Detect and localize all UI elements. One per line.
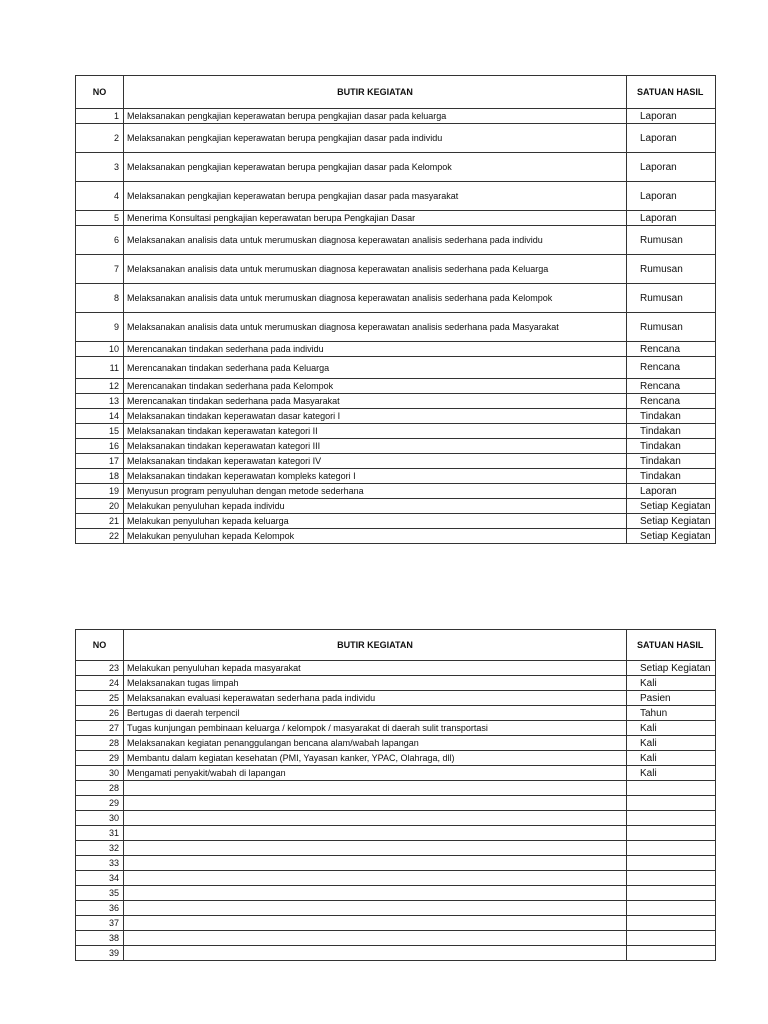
butir-kegiatan-cell: Melaksanakan pengkajian keperawatan berupa pengkajian dasar pada keluarga xyxy=(124,109,627,124)
row-number: 16 xyxy=(76,439,124,454)
table-row xyxy=(76,796,716,811)
row-number: 20 xyxy=(76,499,124,514)
table-row xyxy=(76,661,716,676)
butir-kegiatan-cell: Melaksanakan evaluasi keperawatan sederhana pada individu xyxy=(124,691,627,706)
row-number: 7 xyxy=(76,255,124,284)
satuan-hasil-cell: Rumusan xyxy=(627,313,716,342)
butir-kegiatan-cell: Melaksanakan tugas limpah xyxy=(124,676,627,691)
table-row xyxy=(76,931,716,946)
table-row xyxy=(76,313,716,342)
row-number: 15 xyxy=(76,424,124,439)
table-row xyxy=(76,394,716,409)
header-no: NO xyxy=(76,76,124,109)
row-number: 6 xyxy=(76,226,124,255)
satuan-hasil-cell: Rencana xyxy=(627,394,716,409)
butir-kegiatan-cell: Melakukan penyuluhan kepada Kelompok xyxy=(124,529,627,544)
row-number: 19 xyxy=(76,484,124,499)
butir-kegiatan-cell xyxy=(124,871,627,886)
table-row xyxy=(76,901,716,916)
table-row xyxy=(76,841,716,856)
table-row xyxy=(76,454,716,469)
table-row xyxy=(76,916,716,931)
butir-kegiatan-cell: Melaksanakan tindakan keperawatan kategori III xyxy=(124,439,627,454)
butir-kegiatan-cell: Menerima Konsultasi pengkajian keperawatan berupa Pengkajian Dasar xyxy=(124,211,627,226)
row-number: 10 xyxy=(76,342,124,357)
satuan-hasil-cell: Kali xyxy=(627,676,716,691)
table-header-row xyxy=(76,76,716,109)
satuan-hasil-cell: Kali xyxy=(627,766,716,781)
row-number: 22 xyxy=(76,529,124,544)
row-number: 5 xyxy=(76,211,124,226)
table-row xyxy=(76,691,716,706)
table-row xyxy=(76,811,716,826)
row-number: 8 xyxy=(76,284,124,313)
satuan-hasil-cell xyxy=(627,931,716,946)
row-number: 14 xyxy=(76,409,124,424)
row-number: 9 xyxy=(76,313,124,342)
butir-kegiatan-cell: Melaksanakan analisis data untuk merumuskan diagnosa keperawatan analisis sederhana pada Kelompok xyxy=(124,284,627,313)
satuan-hasil-cell: Rumusan xyxy=(627,284,716,313)
table-body xyxy=(76,109,716,544)
butir-kegiatan-cell: Melaksanakan kegiatan penanggulangan bencana alam/wabah lapangan xyxy=(124,736,627,751)
satuan-hasil-cell: Setiap Kegiatan xyxy=(627,514,716,529)
activity-table-2 xyxy=(75,629,716,961)
table-row xyxy=(76,255,716,284)
satuan-hasil-cell: Setiap Kegiatan xyxy=(627,529,716,544)
butir-kegiatan-cell: Melaksanakan pengkajian keperawatan berupa pengkajian dasar pada Kelompok xyxy=(124,153,627,182)
row-number: 25 xyxy=(76,691,124,706)
butir-kegiatan-cell xyxy=(124,781,627,796)
butir-kegiatan-cell: Merencanakan tindakan sederhana pada Masyarakat xyxy=(124,394,627,409)
butir-kegiatan-cell: Melaksanakan pengkajian keperawatan berupa pengkajian dasar pada masyarakat xyxy=(124,182,627,211)
row-number: 21 xyxy=(76,514,124,529)
table-row xyxy=(76,424,716,439)
butir-kegiatan-cell xyxy=(124,931,627,946)
row-number: 26 xyxy=(76,706,124,721)
satuan-hasil-cell: Setiap Kegiatan xyxy=(627,499,716,514)
table-row xyxy=(76,409,716,424)
header-butir-kegiatan: BUTIR KEGIATAN xyxy=(124,76,627,109)
row-number: 11 xyxy=(76,357,124,379)
row-number: 17 xyxy=(76,454,124,469)
row-number: 24 xyxy=(76,676,124,691)
satuan-hasil-cell: Tindakan xyxy=(627,409,716,424)
table-row xyxy=(76,499,716,514)
header-butir-kegiatan: BUTIR KEGIATAN xyxy=(124,630,627,661)
table-row xyxy=(76,211,716,226)
table-row xyxy=(76,529,716,544)
row-number: 28 xyxy=(76,736,124,751)
row-number: 18 xyxy=(76,469,124,484)
satuan-hasil-cell: Laporan xyxy=(627,182,716,211)
row-number: 2 xyxy=(76,124,124,153)
table-row xyxy=(76,766,716,781)
table-row xyxy=(76,721,716,736)
table-row xyxy=(76,514,716,529)
table-row xyxy=(76,781,716,796)
table-row xyxy=(76,109,716,124)
butir-kegiatan-cell xyxy=(124,826,627,841)
table-row xyxy=(76,439,716,454)
satuan-hasil-cell xyxy=(627,886,716,901)
satuan-hasil-cell: Tindakan xyxy=(627,469,716,484)
butir-kegiatan-cell xyxy=(124,811,627,826)
row-number: 12 xyxy=(76,379,124,394)
satuan-hasil-cell: Tahun xyxy=(627,706,716,721)
table-row xyxy=(76,736,716,751)
satuan-hasil-cell: Kali xyxy=(627,721,716,736)
satuan-hasil-cell: Laporan xyxy=(627,109,716,124)
row-number: 37 xyxy=(76,916,124,931)
butir-kegiatan-cell: Melaksanakan pengkajian keperawatan berupa pengkajian dasar pada individu xyxy=(124,124,627,153)
satuan-hasil-cell xyxy=(627,946,716,961)
butir-kegiatan-cell: Melakukan penyuluhan kepada keluarga xyxy=(124,514,627,529)
satuan-hasil-cell xyxy=(627,796,716,811)
satuan-hasil-cell xyxy=(627,841,716,856)
butir-kegiatan-cell xyxy=(124,841,627,856)
satuan-hasil-cell: Tindakan xyxy=(627,424,716,439)
butir-kegiatan-cell: Melaksanakan tindakan keperawatan kategori IV xyxy=(124,454,627,469)
butir-kegiatan-cell: Membantu dalam kegiatan kesehatan (PMI, Yayasan kanker, YPAC, Olahraga, dll) xyxy=(124,751,627,766)
satuan-hasil-cell xyxy=(627,871,716,886)
butir-kegiatan-cell: Menyusun program penyuluhan dengan metode sederhana xyxy=(124,484,627,499)
row-number: 28 xyxy=(76,781,124,796)
satuan-hasil-cell xyxy=(627,901,716,916)
butir-kegiatan-cell: Melakukan penyuluhan kepada individu xyxy=(124,499,627,514)
butir-kegiatan-cell: Bertugas di daerah terpencil xyxy=(124,706,627,721)
satuan-hasil-cell: Rumusan xyxy=(627,226,716,255)
table-row xyxy=(76,484,716,499)
row-number: 30 xyxy=(76,811,124,826)
satuan-hasil-cell: Rencana xyxy=(627,379,716,394)
row-number: 35 xyxy=(76,886,124,901)
butir-kegiatan-cell: Melaksanakan analisis data untuk merumuskan diagnosa keperawatan analisis sederhana pada individu xyxy=(124,226,627,255)
table-row xyxy=(76,226,716,255)
row-number: 1 xyxy=(76,109,124,124)
satuan-hasil-cell: Rencana xyxy=(627,357,716,379)
table-row xyxy=(76,284,716,313)
butir-kegiatan-cell: Merencanakan tindakan sederhana pada Kelompok xyxy=(124,379,627,394)
row-number: 29 xyxy=(76,751,124,766)
butir-kegiatan-cell xyxy=(124,886,627,901)
row-number: 36 xyxy=(76,901,124,916)
table-row xyxy=(76,826,716,841)
butir-kegiatan-cell xyxy=(124,901,627,916)
satuan-hasil-cell: Pasien xyxy=(627,691,716,706)
table-row xyxy=(76,751,716,766)
butir-kegiatan-cell xyxy=(124,946,627,961)
row-number: 33 xyxy=(76,856,124,871)
row-number: 27 xyxy=(76,721,124,736)
table-row xyxy=(76,357,716,379)
satuan-hasil-cell xyxy=(627,916,716,931)
satuan-hasil-cell: Laporan xyxy=(627,153,716,182)
table-row xyxy=(76,706,716,721)
satuan-hasil-cell: Rencana xyxy=(627,342,716,357)
row-number: 13 xyxy=(76,394,124,409)
butir-kegiatan-cell: Melaksanakan tindakan keperawatan kompleks kategori I xyxy=(124,469,627,484)
butir-kegiatan-cell: Melaksanakan tindakan keperawatan kategori II xyxy=(124,424,627,439)
table-row xyxy=(76,871,716,886)
row-number: 4 xyxy=(76,182,124,211)
satuan-hasil-cell: Laporan xyxy=(627,211,716,226)
row-number: 29 xyxy=(76,796,124,811)
table-row xyxy=(76,886,716,901)
row-number: 3 xyxy=(76,153,124,182)
activity-table-1 xyxy=(75,75,716,544)
row-number: 23 xyxy=(76,661,124,676)
butir-kegiatan-cell: Merencanakan tindakan sederhana pada Keluarga xyxy=(124,357,627,379)
header-satuan-hasil: SATUAN HASIL xyxy=(627,630,716,661)
row-number: 32 xyxy=(76,841,124,856)
header-no: NO xyxy=(76,630,124,661)
table-row xyxy=(76,676,716,691)
butir-kegiatan-cell xyxy=(124,916,627,931)
row-number: 31 xyxy=(76,826,124,841)
table-row xyxy=(76,124,716,153)
table-row xyxy=(76,856,716,871)
satuan-hasil-cell: Tindakan xyxy=(627,454,716,469)
table-header-row xyxy=(76,630,716,661)
butir-kegiatan-cell xyxy=(124,856,627,871)
satuan-hasil-cell: Laporan xyxy=(627,484,716,499)
row-number: 34 xyxy=(76,871,124,886)
butir-kegiatan-cell: Melakukan penyuluhan kepada masyarakat xyxy=(124,661,627,676)
table-row xyxy=(76,469,716,484)
satuan-hasil-cell xyxy=(627,856,716,871)
satuan-hasil-cell: Laporan xyxy=(627,124,716,153)
table-row xyxy=(76,182,716,211)
butir-kegiatan-cell: Melaksanakan analisis data untuk merumuskan diagnosa keperawatan analisis sederhana pada Keluarga xyxy=(124,255,627,284)
satuan-hasil-cell: Kali xyxy=(627,736,716,751)
satuan-hasil-cell xyxy=(627,811,716,826)
butir-kegiatan-cell: Merencanakan tindakan sederhana pada individu xyxy=(124,342,627,357)
table-row xyxy=(76,342,716,357)
table-row xyxy=(76,379,716,394)
satuan-hasil-cell xyxy=(627,826,716,841)
butir-kegiatan-cell: Tugas kunjungan pembinaan keluarga / kelompok / masyarakat di daerah sulit transportasi xyxy=(124,721,627,736)
satuan-hasil-cell: Setiap Kegiatan xyxy=(627,661,716,676)
row-number: 38 xyxy=(76,931,124,946)
butir-kegiatan-cell: Melaksanakan analisis data untuk merumuskan diagnosa keperawatan analisis sederhana pada Masyarakat xyxy=(124,313,627,342)
table-body xyxy=(76,661,716,961)
butir-kegiatan-cell: Melaksanakan tindakan keperawatan dasar kategori I xyxy=(124,409,627,424)
satuan-hasil-cell: Rumusan xyxy=(627,255,716,284)
satuan-hasil-cell: Kali xyxy=(627,751,716,766)
table-row xyxy=(76,946,716,961)
butir-kegiatan-cell xyxy=(124,796,627,811)
table-row xyxy=(76,153,716,182)
satuan-hasil-cell xyxy=(627,781,716,796)
row-number: 39 xyxy=(76,946,124,961)
row-number: 30 xyxy=(76,766,124,781)
butir-kegiatan-cell: Mengamati penyakit/wabah di lapangan xyxy=(124,766,627,781)
satuan-hasil-cell: Tindakan xyxy=(627,439,716,454)
header-satuan-hasil: SATUAN HASIL xyxy=(627,76,716,109)
